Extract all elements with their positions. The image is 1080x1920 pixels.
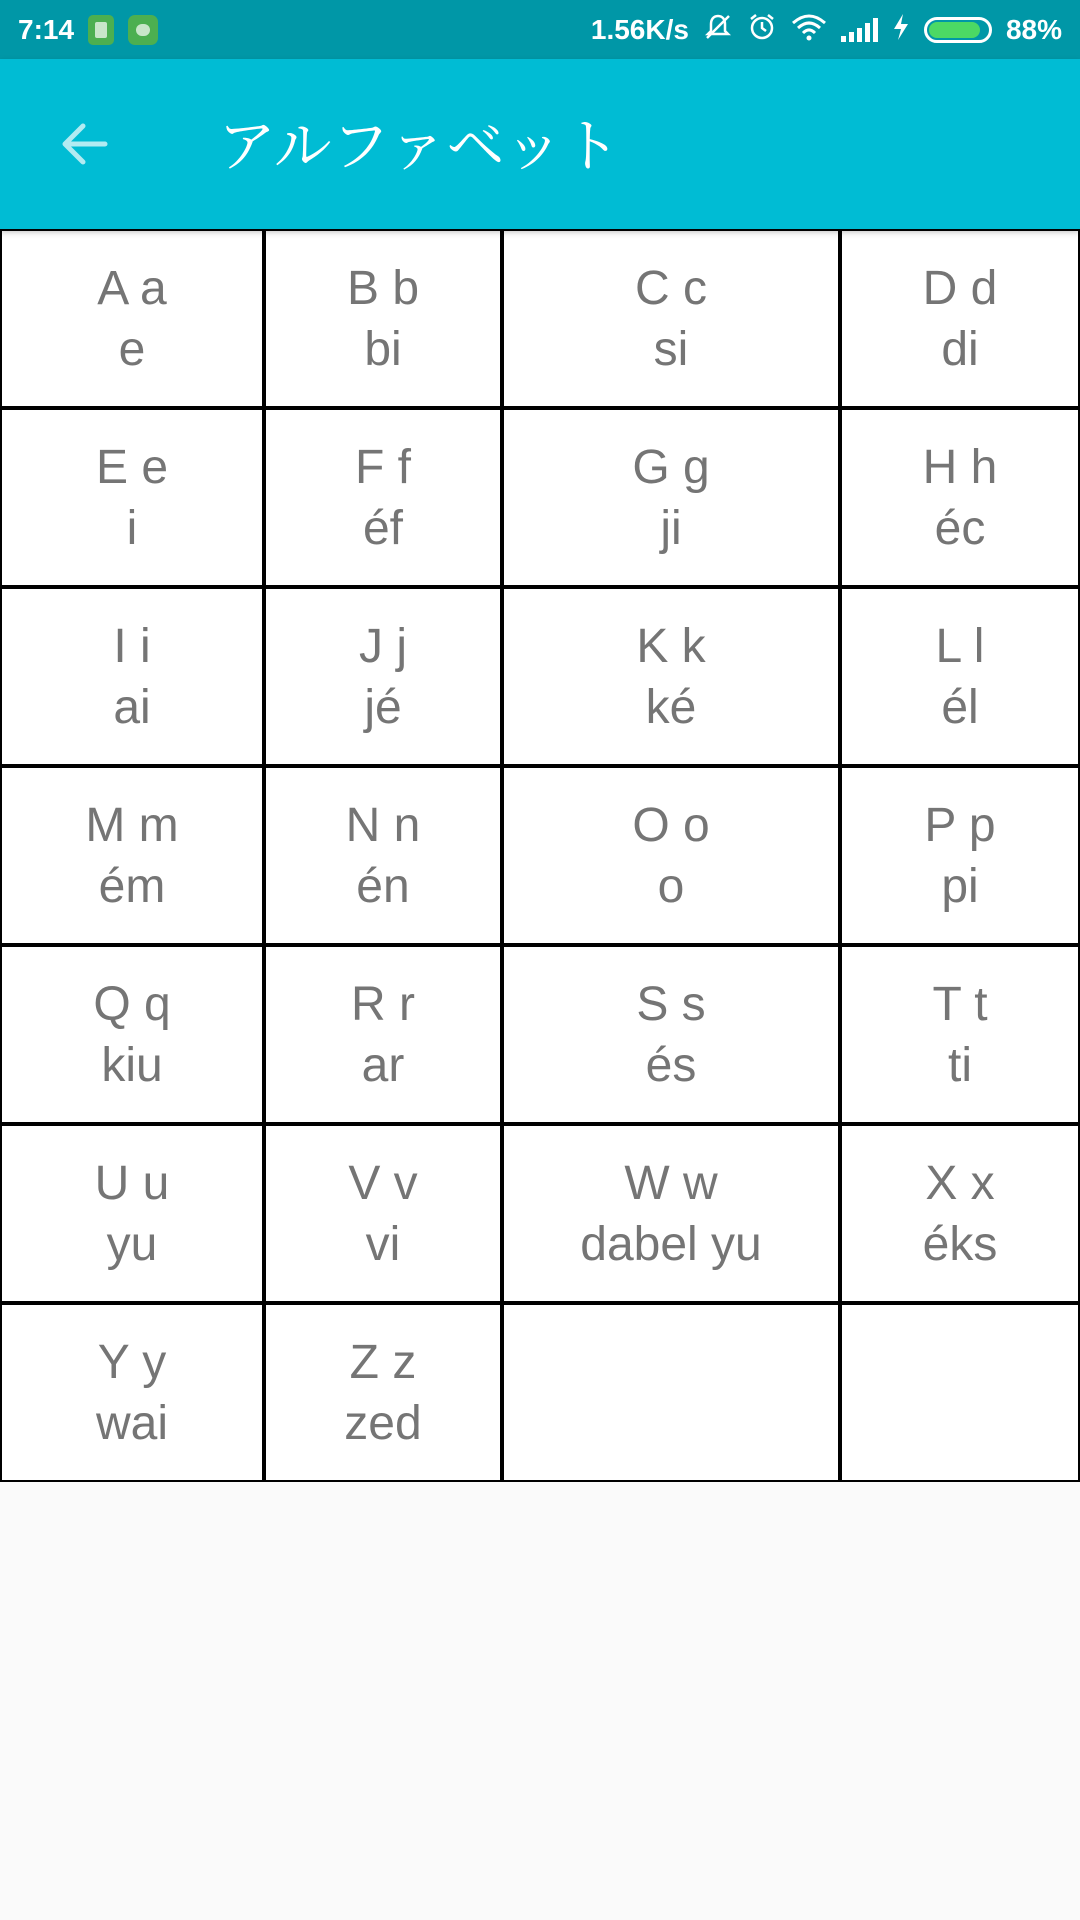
letter-cell-n[interactable] xyxy=(264,766,502,945)
letter-label: W w xyxy=(624,1156,718,1210)
pronunciation-label: o xyxy=(657,859,685,913)
pronunciation-label: pi xyxy=(941,859,979,913)
status-bar-right xyxy=(591,12,1062,47)
letter-cell-k[interactable] xyxy=(502,587,840,766)
letter-cell-a[interactable] xyxy=(0,229,264,408)
letter-label: U u xyxy=(94,1156,170,1210)
pronunciation-label: vi xyxy=(365,1217,401,1271)
battery-icon xyxy=(924,17,992,43)
pronunciation-label: wai xyxy=(95,1396,169,1450)
pronunciation-label: e xyxy=(118,322,146,376)
letter-label: V v xyxy=(348,1156,418,1210)
pronunciation-label: él xyxy=(941,680,979,734)
battery-fill xyxy=(929,22,980,38)
battery-percent: 88% xyxy=(1005,13,1062,45)
letter-label: L l xyxy=(935,619,985,673)
letter-cell-u[interactable] xyxy=(0,1124,264,1303)
letter-cell-l[interactable] xyxy=(840,587,1080,766)
pronunciation-label: di xyxy=(941,322,979,376)
pronunciation-label: és xyxy=(645,1038,697,1092)
letter-label: M m xyxy=(85,798,179,852)
letter-label: Q q xyxy=(93,977,171,1031)
pronunciation-label: ém xyxy=(98,859,166,913)
letter-label: C c xyxy=(635,261,707,315)
letter-label: T t xyxy=(932,977,988,1031)
mute-icon xyxy=(703,12,733,47)
letter-label: B b xyxy=(346,261,420,315)
letter-label: D d xyxy=(922,261,998,315)
pronunciation-label: i xyxy=(126,501,138,555)
pronunciation-label: si xyxy=(653,322,689,376)
pronunciation-label: yu xyxy=(106,1217,158,1271)
status-time: 7:14 xyxy=(18,13,75,45)
letter-cell-m[interactable] xyxy=(0,766,264,945)
letter-cell-c[interactable] xyxy=(502,229,840,408)
pronunciation-label: ar xyxy=(361,1038,405,1092)
letter-label: J j xyxy=(359,619,407,673)
letter-label: A a xyxy=(97,261,167,315)
letter-label: F f xyxy=(355,440,411,494)
letter-label: H h xyxy=(922,440,998,494)
wifi-icon xyxy=(791,13,827,46)
robot-notification-icon xyxy=(128,15,158,45)
status-bar-left xyxy=(18,14,158,46)
empty-cell xyxy=(840,1303,1080,1482)
pronunciation-label: éc xyxy=(934,501,986,555)
letter-cell-d[interactable] xyxy=(840,229,1080,408)
letter-label: O o xyxy=(632,798,710,852)
signal-icon xyxy=(841,18,878,42)
page-title: アルファベット xyxy=(218,112,621,180)
letter-cell-w[interactable] xyxy=(502,1124,840,1303)
pronunciation-label: éf xyxy=(362,501,404,555)
letter-label: E e xyxy=(95,440,169,494)
letter-cell-t[interactable] xyxy=(840,945,1080,1124)
letter-label: G g xyxy=(632,440,710,494)
letter-label: Z z xyxy=(349,1335,417,1389)
app-bar xyxy=(0,59,1080,229)
letter-label: X x xyxy=(925,1156,995,1210)
pronunciation-label: én xyxy=(356,859,410,913)
letter-cell-z[interactable] xyxy=(264,1303,502,1482)
letter-cell-s[interactable] xyxy=(502,945,840,1124)
pronunciation-label: ti xyxy=(948,1038,972,1092)
letter-label: N n xyxy=(345,798,421,852)
empty-cell xyxy=(502,1303,840,1482)
alarm-icon xyxy=(747,12,777,47)
arrow-left-icon xyxy=(59,118,111,170)
letter-cell-q[interactable] xyxy=(0,945,264,1124)
letter-label: P p xyxy=(924,798,996,852)
pronunciation-label: ké xyxy=(645,680,697,734)
back-button[interactable] xyxy=(40,99,130,189)
letter-cell-h[interactable] xyxy=(840,408,1080,587)
pronunciation-label: zed xyxy=(344,1396,422,1450)
letter-cell-e[interactable] xyxy=(0,408,264,587)
letter-label: S s xyxy=(636,977,706,1031)
letter-cell-j[interactable] xyxy=(264,587,502,766)
battery-notification-icon xyxy=(88,15,114,45)
pronunciation-label: kiu xyxy=(101,1038,163,1092)
letter-cell-f[interactable] xyxy=(264,408,502,587)
letter-label: R r xyxy=(351,977,415,1031)
pronunciation-label: bi xyxy=(364,322,402,376)
letter-cell-o[interactable] xyxy=(502,766,840,945)
pronunciation-label: ji xyxy=(660,501,682,555)
letter-label: K k xyxy=(636,619,706,673)
pronunciation-label: ai xyxy=(113,680,151,734)
network-speed: 1.56K/s xyxy=(590,13,689,45)
letter-cell-v[interactable] xyxy=(264,1124,502,1303)
status-bar xyxy=(0,0,1080,59)
letter-cell-p[interactable] xyxy=(840,766,1080,945)
pronunciation-label: éks xyxy=(922,1217,998,1271)
alphabet-grid xyxy=(0,229,1080,1482)
letter-cell-r[interactable] xyxy=(264,945,502,1124)
charging-icon xyxy=(892,13,910,46)
letter-cell-b[interactable] xyxy=(264,229,502,408)
letter-cell-i[interactable] xyxy=(0,587,264,766)
letter-cell-x[interactable] xyxy=(840,1124,1080,1303)
letter-cell-y[interactable] xyxy=(0,1303,264,1482)
letter-label: Y y xyxy=(97,1335,167,1389)
letter-cell-g[interactable] xyxy=(502,408,840,587)
pronunciation-label: jé xyxy=(364,680,402,734)
pronunciation-label: dabel yu xyxy=(580,1217,762,1271)
letter-label: I i xyxy=(113,619,151,673)
